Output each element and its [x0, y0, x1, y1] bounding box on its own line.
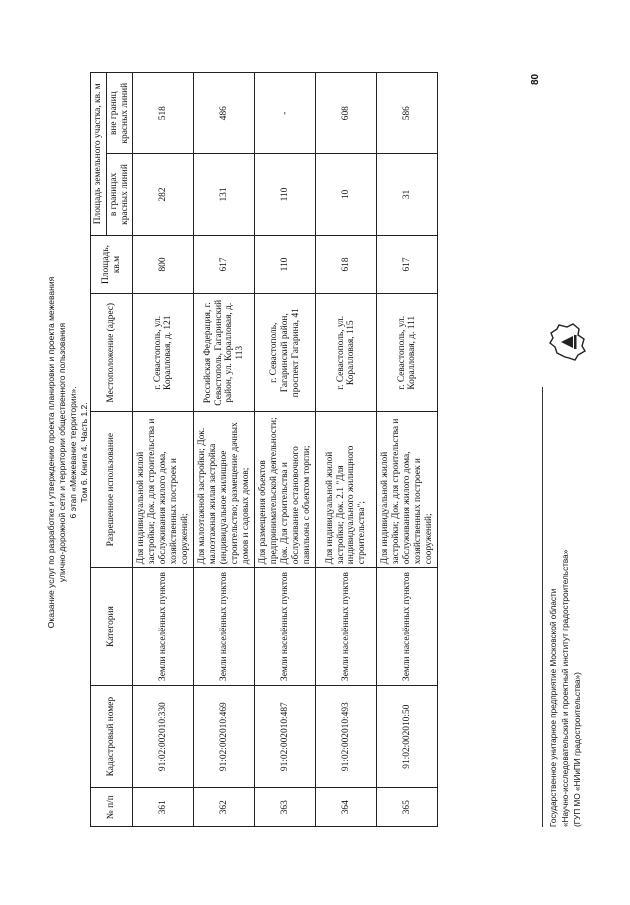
footer — [548, 307, 584, 827]
cell-num: 363 — [255, 788, 316, 827]
cell-category: Земли населённых пунктов — [316, 568, 377, 686]
cell-num: 362 — [194, 788, 255, 827]
header-line-3: 6 этап «Межевание территории». — [68, 386, 78, 519]
table-row — [377, 73, 438, 827]
cell-area: 110 — [255, 235, 316, 294]
header-outside-red-lines: вне границ красных линий — [106, 73, 133, 154]
cell-permitted-use: Для малоэтажной застройки; Док. малоэтажная жилая застройка (индивидуальное жилищное строительство; размещение дачных домов и садовых домов; — [194, 412, 255, 568]
page-number: 80 — [530, 73, 541, 85]
cell-area: 618 — [316, 235, 377, 294]
cell-cadastral: 91:02:002010:50 — [377, 685, 438, 788]
cell-num: 361 — [133, 788, 194, 827]
cell-outside: 608 — [316, 73, 377, 154]
header-line-2: улично-дорожной сети и территории общественного пользования — [57, 322, 67, 583]
cell-location: г. Севастополь, Гагаринский район, проспект Гагарина, 41 — [255, 294, 316, 412]
cell-area: 617 — [377, 235, 438, 294]
cell-location: Российская Федерация, г. Севастополь, Гагаринский район, ул. Коралловая, д. 113 — [194, 294, 255, 412]
footer-divider — [542, 387, 543, 827]
cell-outside: - — [255, 73, 316, 154]
cell-cadastral: 91:02:002010:330 — [133, 685, 194, 788]
cell-location: г. Севастополь, ул. Коралловая, 115 — [316, 294, 377, 412]
cell-permitted-use: Для индивидуальной жилой застройки; Док. для строительства и обслуживания жилого дома, хозяйственных построек и сооружений; — [133, 412, 194, 568]
cell-within: 110 — [255, 154, 316, 235]
land-plots-table — [90, 72, 438, 827]
cell-within: 10 — [316, 154, 377, 235]
header-area: Площадь, кв.м — [91, 235, 133, 294]
table-row — [255, 73, 316, 827]
cell-cadastral: 91:02:002010:493 — [316, 685, 377, 788]
cell-within: 31 — [377, 154, 438, 235]
cell-outside: 518 — [133, 73, 194, 154]
cell-location: г. Севастополь, ул. Коралловая, д. 111 — [377, 294, 438, 412]
header-location: Местоположение (адрес) — [91, 294, 133, 412]
header-category: Категория — [91, 568, 133, 686]
header-permitted-use: Разрешенное использование — [91, 412, 133, 568]
document-header — [46, 0, 90, 905]
cell-within: 282 — [133, 154, 194, 235]
cell-category: Земли населённых пунктов — [133, 568, 194, 686]
header-cadastral: Кадастровый номер — [91, 685, 133, 788]
cell-category: Земли населённых пунктов — [194, 568, 255, 686]
cell-permitted-use: Для индивидуальной жилой застройки; Док. для строительства и обслуживания жилого дома, хозяйственных построек и сооружений; — [377, 412, 438, 568]
footer-line-3: (ГУП МО «НИиПИ градостроительства») — [573, 672, 582, 827]
footer-line-2: «Научно-исследовательский и проектный институт градостроительства» — [561, 549, 570, 827]
table-row — [316, 73, 377, 827]
header-plot-area-group: Площадь земельного участка, кв. м — [91, 73, 107, 236]
cell-permitted-use: Для размещения объектов предпринимательской деятельности; Док. Для строительства и обслуживание остановочного павильона с объектом торгли; — [255, 412, 316, 568]
header-within-red-lines: в границах красных линий — [106, 154, 133, 235]
cell-permitted-use: Для индивидуальной жилой застройки; Док. 2.1 "Для индивидуального жилищного строительства"; — [316, 412, 377, 568]
cell-cadastral: 91:02:002010:487 — [255, 685, 316, 788]
header-line-1: Оказание услуг по разработке и утверждению проекта планировки и проекта межевания — [46, 276, 56, 629]
cell-area: 617 — [194, 235, 255, 294]
table-row — [194, 73, 255, 827]
cell-location: г. Севастополь, ул. Коралловая, д. 121 — [133, 294, 194, 412]
cell-cadastral: 91:02:002010:469 — [194, 685, 255, 788]
cell-num: 365 — [377, 788, 438, 827]
cell-num: 364 — [316, 788, 377, 827]
footer-line-1: Государственное унитарное предприятие Московской области — [549, 588, 558, 827]
institute-map-logo-icon — [545, 319, 591, 365]
cell-category: Земли населённых пунктов — [255, 568, 316, 686]
cell-outside: 586 — [377, 73, 438, 154]
cell-within: 131 — [194, 154, 255, 235]
table-row — [133, 73, 194, 827]
cell-outside: 486 — [194, 73, 255, 154]
header-num: № п/п — [91, 788, 133, 827]
header-line-4: Том 6. Книга 4. Часть 1.2. — [79, 402, 89, 503]
cell-area: 800 — [133, 235, 194, 294]
cell-category: Земли населённых пунктов — [377, 568, 438, 686]
